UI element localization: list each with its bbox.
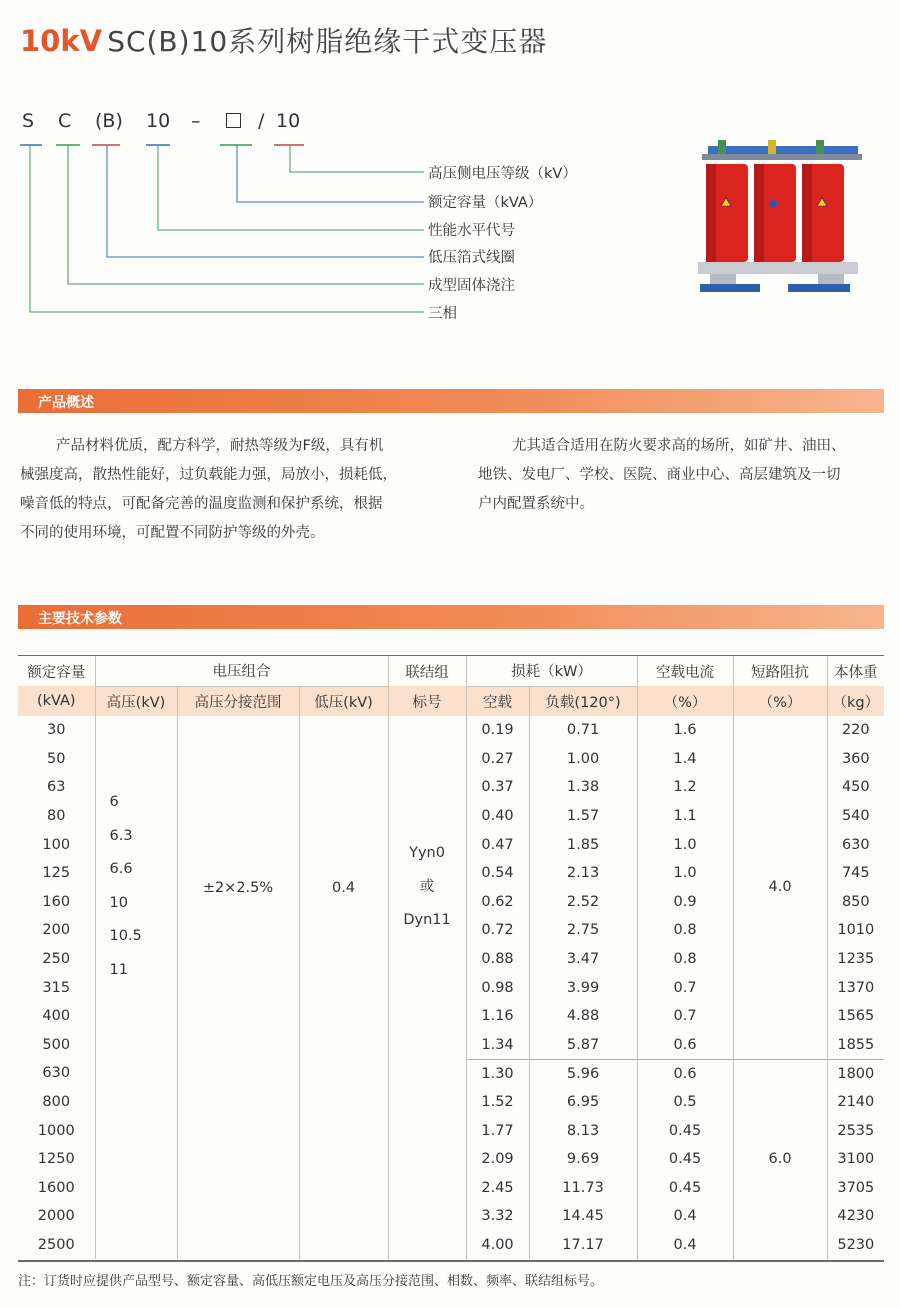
cell-load-loss: 4.88 [529, 1002, 637, 1031]
cell-load-loss: 3.99 [529, 973, 637, 1002]
section-bar-overview [18, 389, 884, 413]
cell-noload-loss: 0.88 [466, 945, 529, 974]
cell-noload-current: 0.7 [637, 973, 733, 1002]
cell-weight: 1855 [827, 1031, 884, 1060]
overview-left-paragraph [20, 432, 440, 548]
cell-capacity: 800 [42, 1094, 71, 1111]
cell-noload-current: 0.45 [637, 1116, 733, 1145]
cell-weight: 540 [827, 802, 884, 831]
header-impedance-unit: （%） [733, 686, 827, 716]
cell-load-loss: 17.17 [529, 1231, 637, 1260]
cell-capacity: 400 [42, 1008, 71, 1025]
code-part-voltage: 10 [276, 110, 301, 132]
overview-right-paragraph [478, 432, 898, 519]
table-header-row-2 [18, 686, 884, 716]
legend-rated-capacity: 额定容量（kVA） [428, 195, 543, 211]
header-impedance: 短路阻抗 [733, 656, 827, 686]
cell-weight: 630 [827, 830, 884, 859]
cell-weight: 850 [827, 888, 884, 917]
overview-left-line: 不同的使用环境，可配置不同防护等级的外壳。 [20, 525, 325, 541]
legend-hv-voltage: 高压侧电压等级（kV） [428, 166, 577, 182]
header-connection: 联结组 [388, 656, 466, 686]
cell-capacity: 1600 [37, 1179, 75, 1196]
cell-noload-current: 1.4 [637, 745, 733, 774]
cell-noload-current: 1.6 [637, 716, 733, 745]
cell-noload-loss: 4.00 [466, 1231, 529, 1260]
cell-lv: 0.4 [299, 716, 388, 1059]
cell-noload-current: 0.45 [637, 1145, 733, 1174]
section-title-overview: 产品概述 [38, 395, 94, 411]
cell-noload-loss: 0.47 [466, 830, 529, 859]
cell-load-loss: 5.87 [529, 1031, 637, 1060]
legend-three-phase: 三相 [428, 306, 457, 322]
cell-weight: 1565 [827, 1002, 884, 1031]
cell-noload-current: 0.8 [637, 945, 733, 974]
cell-weight: 450 [827, 773, 884, 802]
cell-noload-loss: 0.62 [466, 888, 529, 917]
cell-noload-loss: 1.77 [466, 1116, 529, 1145]
header-voltage-combo: 电压组合 [95, 656, 388, 686]
cell-noload-current: 0.9 [637, 888, 733, 917]
cell-weight: 1370 [827, 973, 884, 1002]
cell-load-loss: 5.96 [529, 1059, 637, 1088]
cell-capacity: 250 [42, 951, 71, 968]
cell-load-loss: 3.47 [529, 945, 637, 974]
title-prefix: 10kV [20, 24, 103, 58]
cell-noload-loss: 2.09 [466, 1145, 529, 1174]
cell-noload-current: 1.0 [637, 830, 733, 859]
code-part-slash: / [258, 110, 265, 132]
cell-noload-loss: 0.98 [466, 973, 529, 1002]
cell-noload-loss: 0.72 [466, 916, 529, 945]
order-note: 注：订货时应提供产品型号、额定容量、高低压额定电压及高压分接范围、相数、频率、联结组标号。 [18, 1274, 604, 1289]
cell-noload-loss: 1.52 [466, 1088, 529, 1117]
cell-noload-current: 1.2 [637, 773, 733, 802]
cell-noload-current: 0.8 [637, 916, 733, 945]
cell-noload-loss: 2.45 [466, 1174, 529, 1203]
capacity-placeholder-box [226, 113, 241, 128]
cell-capacity: 80 [47, 808, 66, 825]
cell-weight: 2140 [827, 1088, 884, 1117]
cell-noload-loss: 0.54 [466, 859, 529, 888]
transformer-image [688, 128, 868, 308]
cell-noload-current: 0.6 [637, 1031, 733, 1060]
cell-noload-loss: 0.19 [466, 716, 529, 745]
title-text: SC(B)10系列树脂绝缘干式变压器 [107, 25, 548, 58]
hv-voltage-value: 6.6 [109, 861, 133, 878]
cell-load-loss: 9.69 [529, 1145, 637, 1174]
cell-load-loss: 2.13 [529, 859, 637, 888]
cell-impedance-low: 4.0 [733, 716, 827, 1059]
cell-weight: 2535 [827, 1116, 884, 1145]
overview-right-line: 户内配置系统中。 [478, 496, 594, 512]
cell-load-loss: 6.95 [529, 1088, 637, 1117]
cell-load-loss: 0.71 [529, 716, 637, 745]
cell-capacity: 63 [47, 779, 66, 796]
cell-capacity: 2500 [37, 1236, 75, 1253]
header-capacity: 额定容量 [18, 656, 95, 686]
cell-load-loss: 11.73 [529, 1174, 637, 1203]
cell-noload-loss: 1.16 [466, 1002, 529, 1031]
cell-lv-empty [299, 1059, 388, 1259]
header-connection-label: 标号 [388, 686, 466, 716]
cell-noload-current: 1.1 [637, 802, 733, 831]
overview-right-line: 地铁、发电厂、学校、医院、商业中心、高层建筑及一切 [478, 467, 841, 483]
code-part-10: 10 [146, 110, 171, 132]
hv-voltage-value: 6 [109, 794, 119, 810]
code-part-b: (B) [95, 110, 123, 132]
cell-weight: 3100 [827, 1145, 884, 1174]
legend-lv-foil-coil: 低压箔式线圈 [428, 250, 515, 266]
cell-weight: 360 [827, 745, 884, 774]
hv-voltage-value: 10.5 [109, 928, 142, 945]
cell-weight: 1800 [827, 1059, 884, 1088]
cell-noload-current: 0.7 [637, 1002, 733, 1031]
hv-voltage-value: 6.3 [109, 827, 133, 844]
cell-load-loss: 1.00 [529, 745, 637, 774]
cell-capacity: 30 [47, 722, 66, 739]
header-noload-current: 空载电流 [637, 656, 733, 686]
cell-noload-loss: 0.37 [466, 773, 529, 802]
cell-capacity: 630 [42, 1065, 71, 1082]
connection-value: 或 [419, 878, 435, 895]
header-noload-current-unit: （%） [637, 686, 733, 716]
cell-noload-loss: 0.27 [466, 745, 529, 774]
cell-noload-current: 0.4 [637, 1231, 733, 1260]
code-part-dash: – [191, 110, 201, 132]
cell-noload-current: 0.5 [637, 1088, 733, 1117]
cell-tap-range: ±2×2.5% [177, 716, 299, 1059]
cell-capacity: 125 [42, 865, 71, 882]
hv-voltage-value: 11 [109, 961, 128, 978]
hv-voltage-value: 10 [109, 894, 128, 911]
code-part-c: C [58, 110, 72, 132]
cell-capacity: 160 [42, 893, 71, 910]
cell-weight: 4230 [827, 1202, 884, 1231]
header-weight-unit: （kg） [827, 686, 884, 716]
cell-capacity: 500 [42, 1036, 71, 1053]
header-hv: 高压(kV) [95, 686, 177, 716]
header-lv: 低压(kV) [299, 686, 388, 716]
cell-noload-loss: 3.32 [466, 1202, 529, 1231]
table-row [18, 716, 884, 745]
connection-value: Yyn0 [409, 845, 445, 862]
cell-impedance-high: 6.0 [733, 1059, 827, 1259]
cell-load-loss: 2.75 [529, 916, 637, 945]
cell-capacity: 50 [47, 750, 66, 767]
overview-left-line: 械强度高，散热性能好，过负载能力强，局放小，损耗低， [20, 467, 397, 483]
header-capacity-unit: (kVA) [18, 686, 95, 716]
cell-load-loss: 1.38 [529, 773, 637, 802]
header-tap-range: 高压分接范围 [177, 686, 299, 716]
legend-cast-solid: 成型固体浇注 [428, 278, 515, 294]
cell-load-loss: 1.85 [529, 830, 637, 859]
section-title-specs: 主要技术参数 [38, 611, 122, 627]
table-header-row-1 [18, 656, 884, 686]
cell-capacity: 100 [42, 836, 71, 853]
cell-noload-current: 0.6 [637, 1059, 733, 1088]
cell-noload-current: 0.45 [637, 1174, 733, 1203]
cell-connection-empty [388, 1059, 466, 1259]
section-bar-specs [18, 605, 884, 629]
header-load-loss: 负载(120°) [529, 686, 637, 716]
cell-load-loss: 8.13 [529, 1116, 637, 1145]
cell-tap-range-empty [177, 1059, 299, 1259]
cell-capacity: 1250 [37, 1151, 75, 1168]
header-loss: 损耗（kW） [466, 656, 637, 686]
cell-hv-voltages [95, 716, 177, 1259]
cell-capacity: 200 [42, 922, 71, 939]
overview-left-line: 产品材料优质，配方科学，耐热等级为F级，具有机 [56, 438, 384, 454]
cell-load-loss: 1.57 [529, 802, 637, 831]
cell-load-loss: 14.45 [529, 1202, 637, 1231]
cell-weight: 1235 [827, 945, 884, 974]
header-weight: 本体重 [827, 656, 884, 686]
cell-noload-current: 1.0 [637, 859, 733, 888]
header-noload-loss: 空载 [466, 686, 529, 716]
overview-left-line: 噪音低的特点，可配备完善的温度监测和保护系统，根据 [20, 496, 383, 512]
connection-value: Dyn11 [403, 912, 451, 929]
cell-weight: 1010 [827, 916, 884, 945]
page-title [20, 20, 547, 60]
cell-noload-loss: 1.30 [466, 1059, 529, 1088]
cell-capacity: 2000 [37, 1208, 75, 1225]
cell-noload-loss: 0.40 [466, 802, 529, 831]
cell-capacity: 315 [42, 979, 71, 996]
cell-weight: 220 [827, 716, 884, 745]
code-part-s: S [22, 110, 35, 132]
spec-table [18, 656, 884, 1259]
table-bottom-rule [18, 1260, 884, 1262]
cell-capacity: 1000 [37, 1122, 75, 1139]
cell-load-loss: 2.52 [529, 888, 637, 917]
cell-connection-group [388, 716, 466, 1059]
cell-weight: 3705 [827, 1174, 884, 1203]
cell-weight: 745 [827, 859, 884, 888]
spec-table-wrapper [18, 656, 884, 1259]
cell-noload-loss: 1.34 [466, 1031, 529, 1060]
overview-right-line: 尤其适合适用在防火要求高的场所，如矿井、油田、 [512, 438, 846, 454]
cell-weight: 5230 [827, 1231, 884, 1260]
legend-performance-code: 性能水平代号 [428, 223, 515, 239]
cell-noload-current: 0.4 [637, 1202, 733, 1231]
